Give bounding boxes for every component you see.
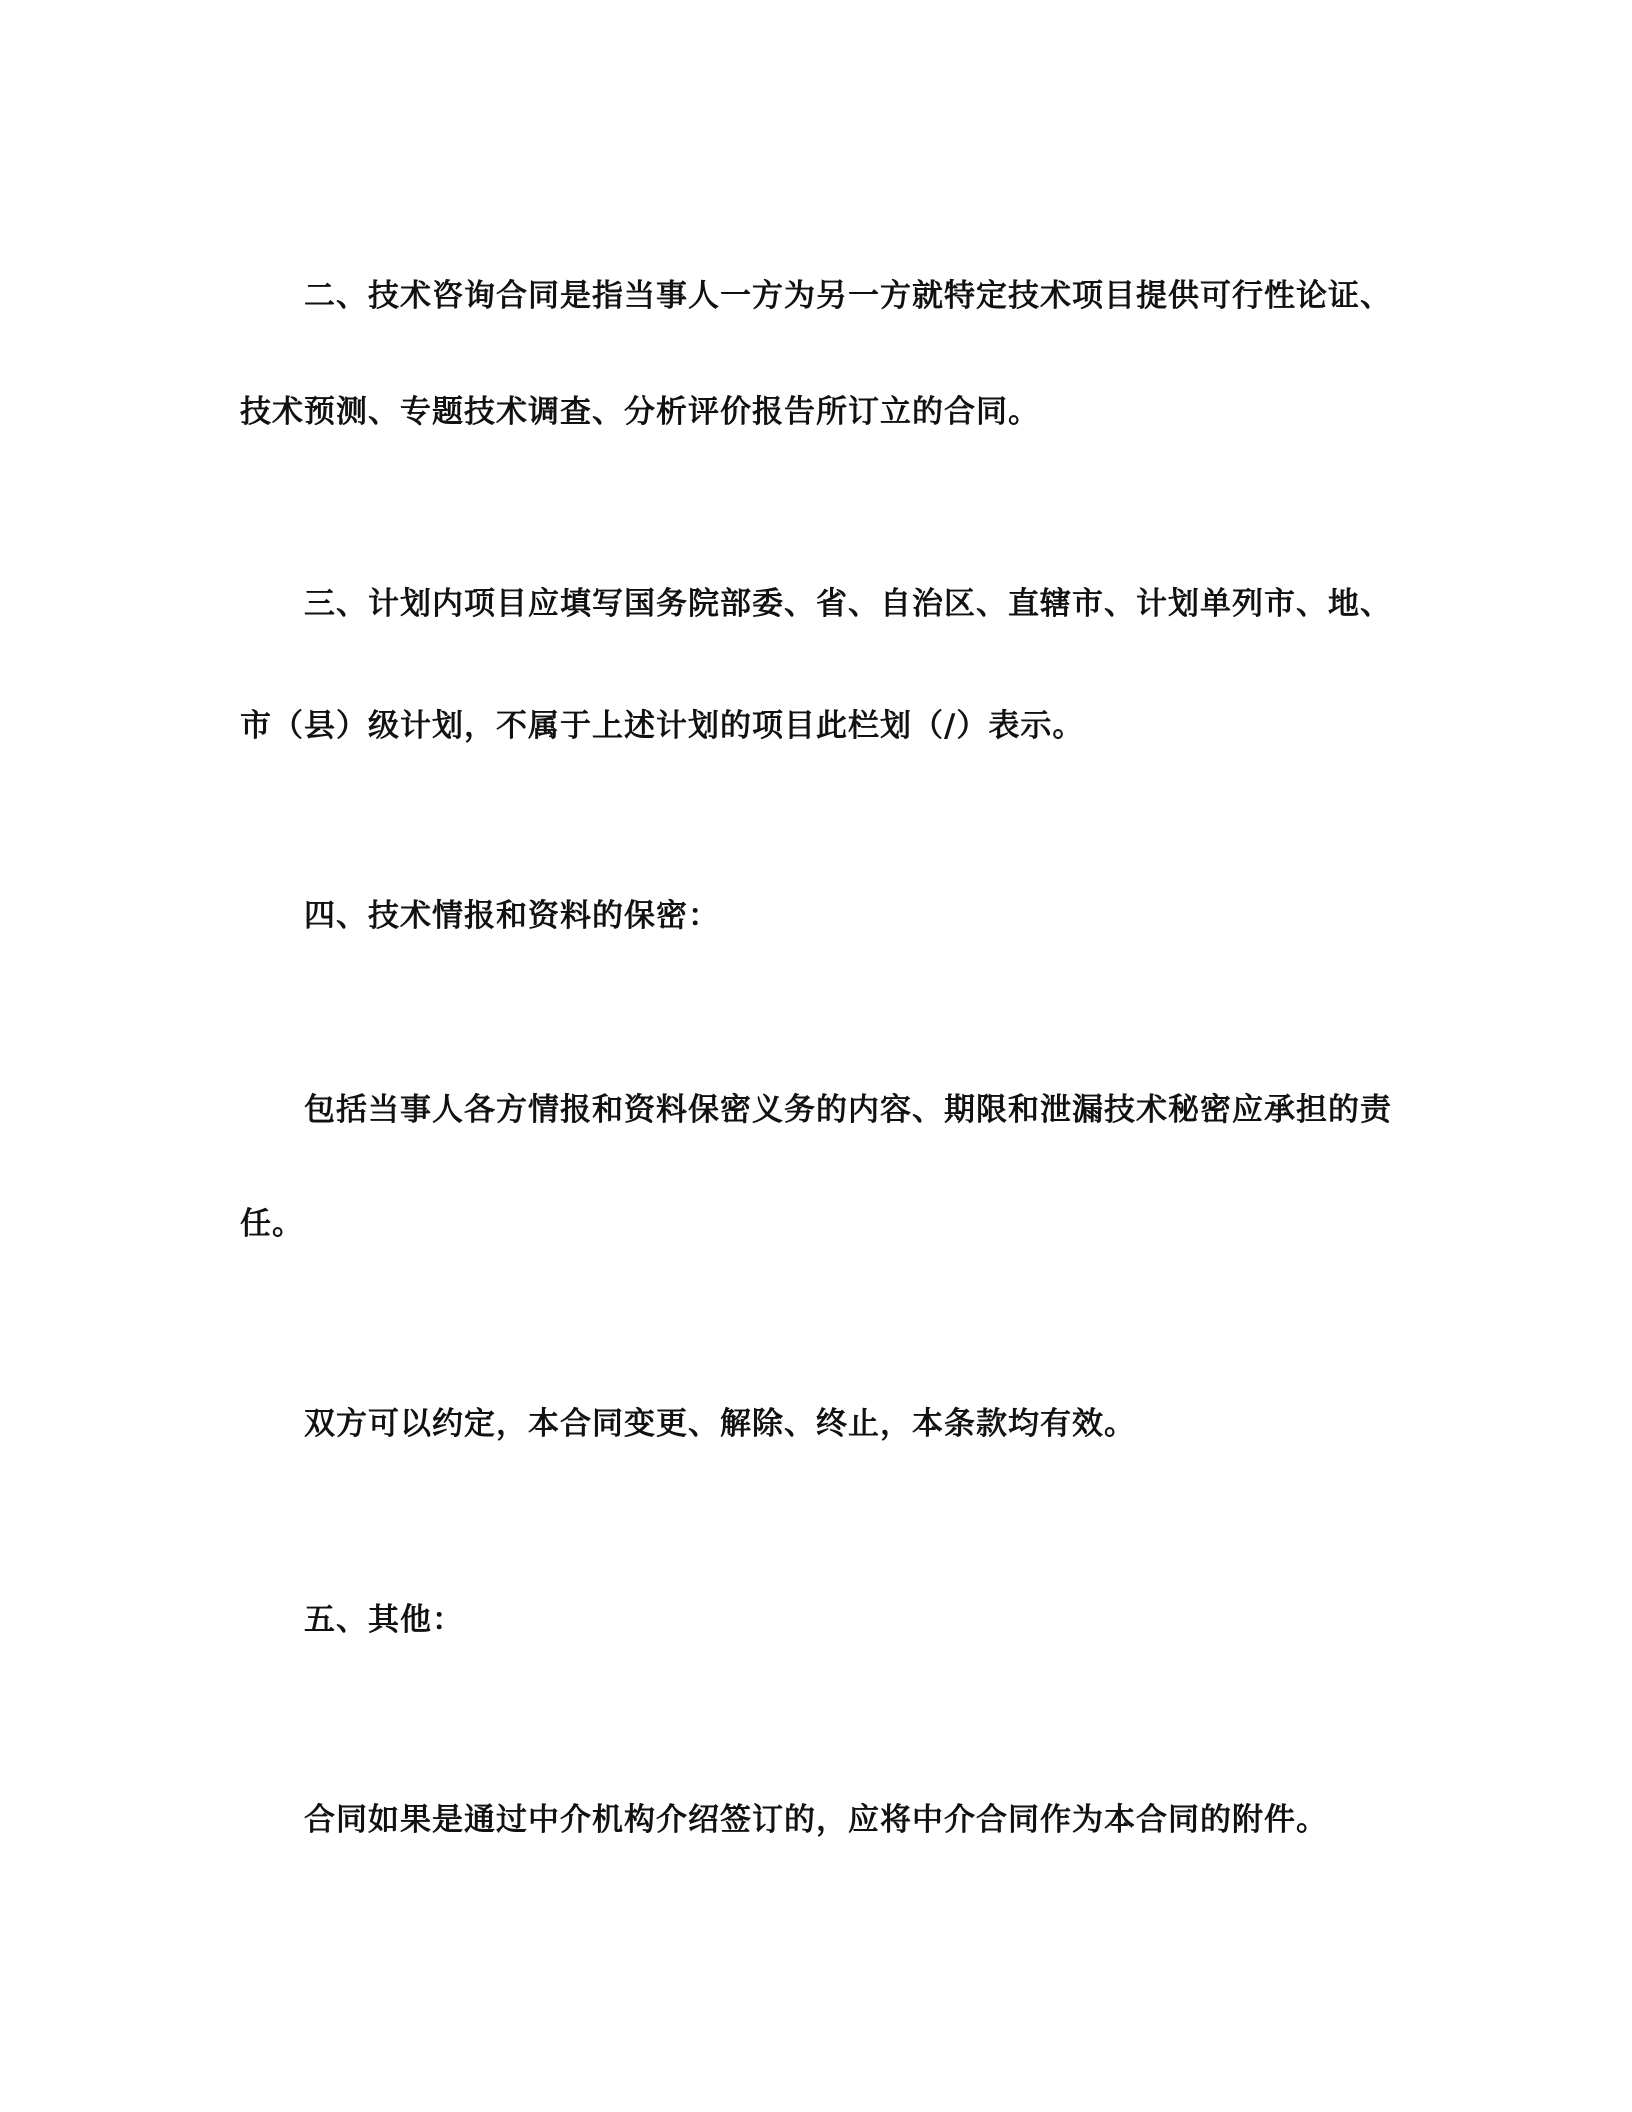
heading-other: 五、其他： <box>304 1602 464 1638</box>
paragraph-plan-items-line-2: 市（县）级计划，不属于上述计划的项目此栏划（/）表示。 <box>240 708 1085 744</box>
paragraph-confidentiality-line-2: 任。 <box>240 1206 304 1242</box>
heading-confidentiality: 四、技术情报和资料的保密： <box>304 898 720 934</box>
paragraph-tech-consult-line-2: 技术预测、专题技术调查、分析评价报告所订立的合同。 <box>240 394 1040 430</box>
paragraph-tech-consult-line-1: 二、技术咨询合同是指当事人一方为另一方就特定技术项目提供可行性论证、 <box>304 278 1392 314</box>
paragraph-agreement: 双方可以约定，本合同变更、解除、终止，本条款均有效。 <box>304 1406 1136 1442</box>
paragraph-intermediary: 合同如果是通过中介机构介绍签订的，应将中介合同作为本合同的附件。 <box>304 1802 1328 1838</box>
paragraph-plan-items-line-1: 三、计划内项目应填写国务院部委、省、自治区、直辖市、计划单列市、地、 <box>304 586 1392 622</box>
paragraph-confidentiality-line-1: 包括当事人各方情报和资料保密义务的内容、期限和泄漏技术秘密应承担的责 <box>304 1092 1392 1128</box>
